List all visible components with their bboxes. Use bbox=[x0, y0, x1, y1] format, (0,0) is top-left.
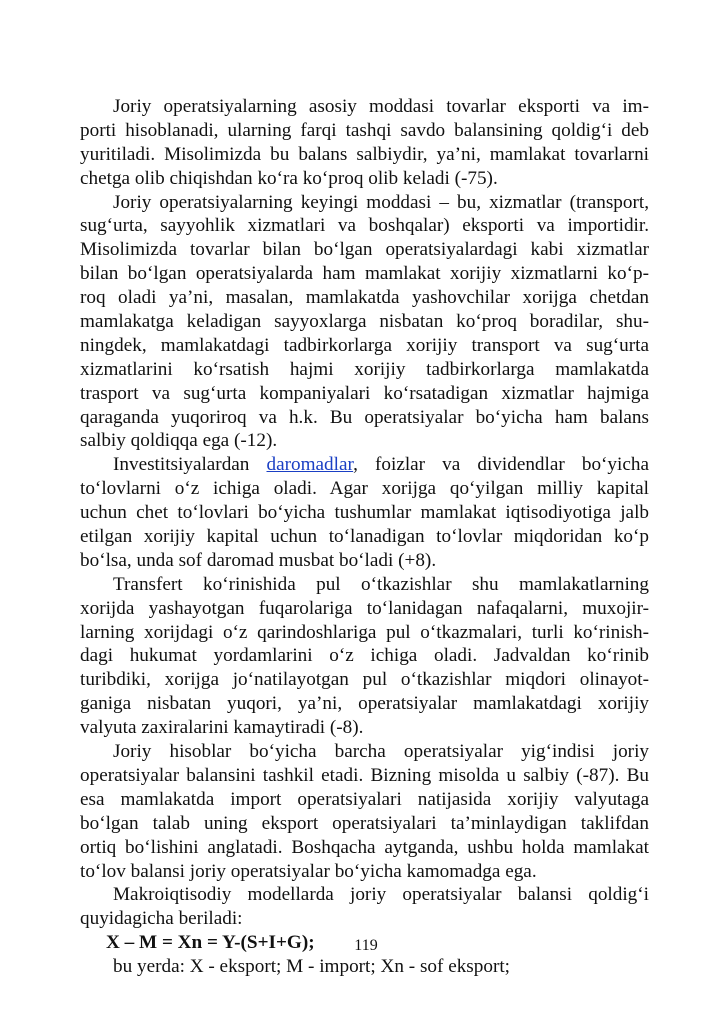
text-line: to‘lov balansi joriy operatsiyalar bo‘yicha kamomadga ega. bbox=[80, 860, 537, 882]
text-line: xizmatlarini ko‘rsatish hajmi xorijiy tadbirkorlarga mamlakatda bbox=[80, 358, 649, 380]
text-line: porti hisoblanadi, ularning farqi tashqi savdo balansining qoldig‘i deb bbox=[80, 119, 649, 141]
formula: X – M = Xn = Y-(S+I+G); bbox=[106, 932, 315, 954]
paragraph bbox=[80, 573, 649, 740]
paragraph bbox=[80, 95, 649, 191]
text-line: Joriy hisoblar bo‘yicha barcha operatsiyalar yig‘indisi joriy bbox=[113, 741, 649, 763]
text-line: yuritiladi. Misolimizda bu balans salbiydir, ya’ni, mamlakat tovarlarni bbox=[80, 143, 649, 165]
text-line: valyuta zaxiralarini kamaytiradi (-8). bbox=[80, 717, 364, 739]
text-line: ningdek, mamlakatdagi tadbirkorlarga xorijiy transport va sug‘urta bbox=[80, 334, 649, 356]
document-body bbox=[80, 95, 649, 979]
text-line: dagi hukumat yordamlarini o‘z ichiga oladi. Jadvaldan ko‘rinib bbox=[80, 645, 649, 667]
text-line: trasport va sug‘urta kompaniyalari ko‘rsatadigan xizmatlar hajmiga bbox=[80, 382, 649, 404]
text-line: ganiga nisbatan yuqori, ya’ni, operatsiyalar mamlakatdagi xorijiy bbox=[80, 693, 649, 715]
text-span: Investitsiyalardan bbox=[113, 454, 267, 476]
text-line: turibdiki, xorijga jo‘natilayotgan pul o‘tkazishlar miqdori olinayot- bbox=[80, 669, 649, 691]
text-line: to‘lovlarni o‘z ichiga oladi. Agar xorijga qo‘yilgan milliy kapital bbox=[80, 478, 649, 500]
text-line: roq oladi ya’ni, masalan, mamlakatda yashovchilar xorijga chetdan bbox=[80, 287, 649, 309]
text-line: quyidagicha beriladi: bbox=[80, 908, 243, 930]
text-line: Misolimizda tovarlar bilan bo‘lgan operatsiyalardagi kabi xizmatlar bbox=[80, 239, 649, 261]
text-line: esa mamlakatda import operatsiyalari natijasida xorijiy valyutaga bbox=[80, 788, 649, 810]
text-line: sug‘urta, sayyohlik xizmatlari va boshqalar) eksporti va importidir. bbox=[80, 215, 649, 237]
paragraph bbox=[80, 453, 649, 572]
text-line: operatsiyalar balansini tashkil etadi. Bizning misolda u salbiy (-87). Bu bbox=[80, 764, 649, 786]
text-line: qaraganda yuqoriroq va h.k. Bu operatsiyalar bo‘yicha ham balans bbox=[80, 406, 649, 428]
text-line: bo‘lsa, unda sof daromad musbat bo‘ladi (+8). bbox=[80, 549, 437, 571]
text-line: chetga olib chiqishdan ko‘ra ko‘proq olib keladi (-75). bbox=[80, 167, 498, 189]
text-line: etilgan xorijiy kapital uchun to‘lanadigan to‘lovlar miqdoridan ko‘p bbox=[80, 526, 649, 548]
daromadlar-link[interactable]: daromadlar bbox=[266, 454, 354, 476]
paragraph bbox=[80, 740, 649, 883]
paragraph bbox=[80, 191, 649, 454]
text-line: Transfert ko‘rinishida pul o‘tkazishlar shu mamlakatlarning bbox=[113, 573, 649, 595]
paragraph bbox=[80, 883, 649, 931]
text-line: Joriy operatsiyalarning keyingi moddasi – bu, xizmatlar (transport, bbox=[113, 191, 649, 213]
text-line: salbiy qoldiqqa ega (-12). bbox=[80, 430, 278, 452]
text-line bbox=[80, 453, 649, 477]
text-line: bo‘lgan talab uning eksport operatsiyalari ta’minlaydigan taklifdan bbox=[80, 812, 649, 834]
page-number: 119 bbox=[354, 937, 378, 954]
text-line: mamlakatga keladigan sayyoxlarga nisbatan ko‘proq boradilar, shu- bbox=[80, 311, 649, 333]
text-line: larning xorijdagi o‘z qarindoshlariga pul o‘tkazmalari, turli ko‘rinish- bbox=[80, 621, 649, 643]
text-line: ortiq bo‘lishini anglatadi. Boshqacha aytganda, ushbu holda mamlakat bbox=[80, 836, 649, 858]
text-span: , foizlar va dividendlar bo‘yicha bbox=[353, 454, 649, 476]
definitions-line: bu yerda: X - eksport; M - import; Xn - sof eksport; bbox=[113, 956, 511, 978]
text-line: xorijda yashayotgan fuqarolariga to‘lanidagan nafaqalarni, muxojir- bbox=[80, 597, 649, 619]
text-line: bilan bo‘lgan operatsiyalarda ham mamlakat xorijiy xizmatlarni ko‘p- bbox=[80, 263, 649, 285]
text-line: Makroiqtisodiy modellarda joriy operatsiyalar balansi qoldig‘i bbox=[113, 884, 649, 906]
text-line: uchun chet to‘lovlari bo‘yicha tushumlar mamlakat iqtisodiyotiga jalb bbox=[80, 502, 649, 524]
text-line: Joriy operatsiyalarning asosiy moddasi tovarlar eksporti va im- bbox=[113, 96, 649, 117]
